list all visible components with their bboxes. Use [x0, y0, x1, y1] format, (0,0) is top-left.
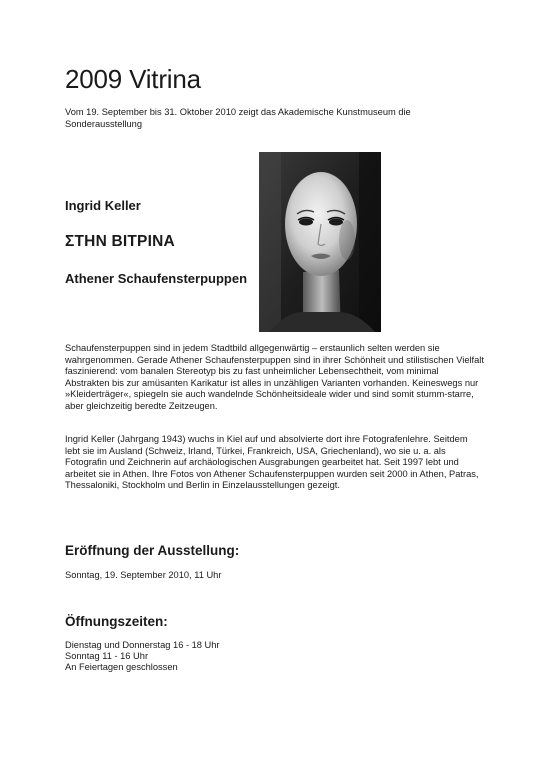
page-title: 2009 Vitrina — [65, 64, 201, 94]
paragraph-biography: Ingrid Keller (Jahrgang 1943) wuchs in Kiel auf und absolvierte dort ihre Fotografenlehre. Seitdem lebt sie im Ausland (Schweiz, Irland, Türkei, Frankreich, USA, Griechenland), wo sie u. a. als Fotografin und Zeichnerin auf archäologischen Ausgrabungen gearbeitet hat. Seit 1997 lebt und arbeitet sie in Athen. Ihre Fotos von Athener Schaufensterpuppen wurden seit 2000 in Athen, Patras, Thessaloniki, Stockholm und Berlin in Einzelausstellungen gezeigt. — [65, 434, 479, 491]
mannequin-head-photo — [259, 152, 381, 332]
exhibition-subtitle: Athener Schaufensterpuppen — [65, 271, 248, 286]
hours-heading: Öffnungszeiten: — [65, 614, 168, 629]
opening-heading: Eröffnung der Ausstellung: — [65, 543, 240, 558]
greek-exhibition-title: ΣΤΗΝ ΒΙΤΡΙΝΑ — [65, 233, 175, 250]
intro-text: Vom 19. September bis 31. Oktober 2010 zeigt das Akademische Kunstmuseum die Sonderausstellung — [65, 107, 411, 129]
hours-line: An Feiertagen geschlossen — [65, 662, 178, 672]
opening-date: Sonntag, 19. September 2010, 11 Uhr — [65, 570, 222, 580]
hours-line: Sonntag 11 - 16 Uhr — [65, 651, 149, 661]
paragraph-description: Schaufensterpuppen sind in jedem Stadtbild allgegenwärtig – erstaunlich selten werden sie wahrgenommen. Gerade Athener Schaufensterpuppen sind in ihrer Schönheit und stilistischen Vielfalt faszinierend: vom banalen Stereotyp bis zu fast unheimlicher Lebensechtheit, vom minimal Abstrakten bis zur amüsanten Karikatur ist alles in unzähligen Varianten vorhanden. Keineswegs nur »Kleiderträger«, spiegeln sie auch wandelnde Schönheitsideale wider und sind somit stumm-starre, aber gleichzeitig beredte Zeitzeugen. — [65, 343, 484, 411]
author-name: Ingrid Keller — [65, 198, 141, 213]
hours-line: Dienstag und Donnerstag 16 - 18 Uhr — [65, 640, 220, 650]
hours-list — [65, 640, 220, 673]
